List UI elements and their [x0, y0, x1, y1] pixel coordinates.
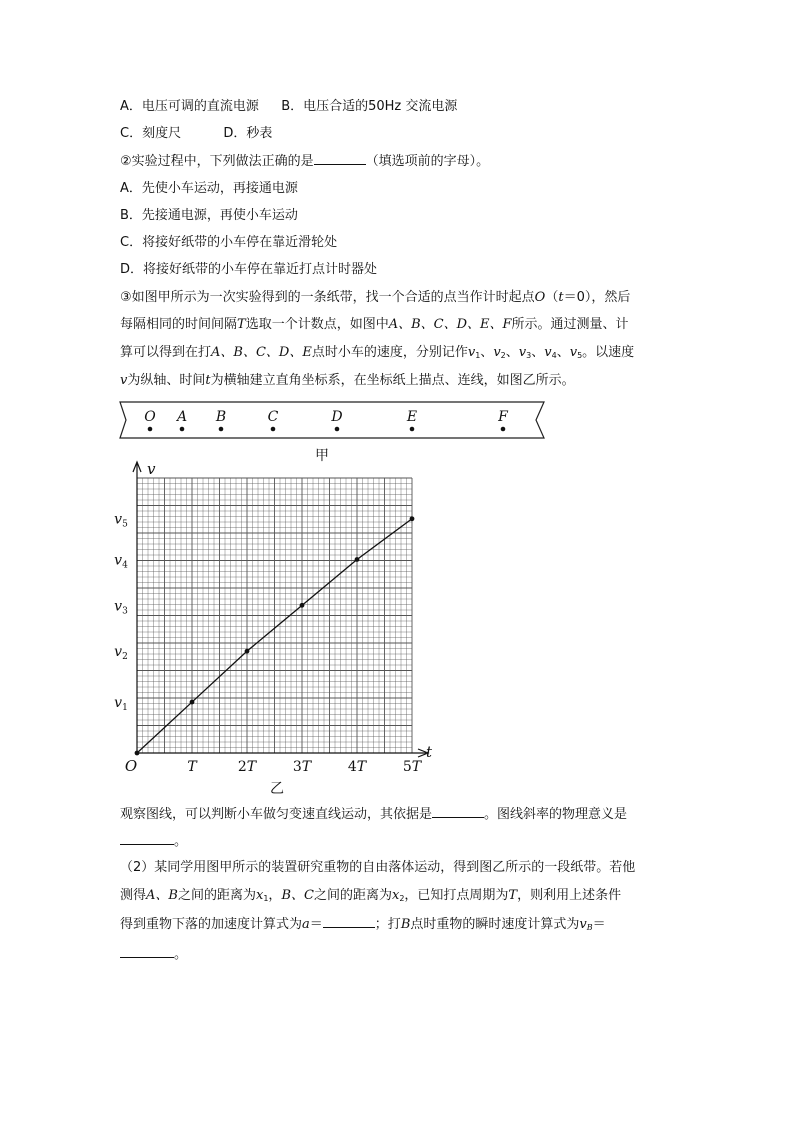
y-tick-label: $v_1$: [114, 695, 128, 714]
x-tick-label: 5T: [402, 759, 422, 775]
tape-label-f: F: [498, 409, 508, 425]
q4-line1: （2）某同学用图甲所示的装置研究重物的自由落体运动，得到图乙所示的一段纸带。若他: [120, 860, 636, 875]
data-point: [245, 649, 250, 654]
q2-stem: ②实验过程中，下列做法正确的是 （填选项前的字母）。: [120, 154, 490, 169]
data-point: [135, 751, 140, 756]
q2-option-a: A．先使小车运动，再接通电源: [120, 181, 298, 196]
vt-graph: [112, 458, 442, 798]
tape-label-e: E: [406, 409, 418, 425]
y-tick-label: $v_2$: [114, 644, 128, 663]
tape-dot: [219, 427, 224, 432]
option-c: C．刻度尺: [120, 126, 182, 141]
option-b: B．电压合适的50Hz 交流电源: [281, 99, 458, 114]
origin-label: O: [124, 757, 138, 775]
q3-line2: 每隔相同的时间间隔T选取一个计数点，如图中A、B、C、D、E、F所示。通过测量、计: [120, 317, 629, 332]
tape-dot: [410, 427, 415, 432]
answer-blank: [323, 915, 375, 928]
q3-line1: ③如图甲所示为一次实验得到的一条纸带，找一个合适的点当作计时起点O（t＝0），然后: [120, 290, 631, 305]
tape-label-c: C: [267, 409, 279, 425]
tape-dot: [180, 427, 185, 432]
tape-dot: [501, 427, 506, 432]
x-tick-label: T: [187, 759, 197, 775]
x-axis-label: t: [426, 743, 433, 761]
tape-dot: [148, 427, 153, 432]
x-tick-label: 4T: [347, 759, 367, 775]
tape-dot: [335, 427, 340, 432]
x-tick-label: 3T: [292, 759, 312, 775]
y-tick-label: $v_5$: [114, 511, 128, 530]
data-point: [190, 700, 195, 705]
answer-blank: [314, 152, 366, 165]
figure-caption-jia: 甲: [315, 448, 329, 464]
q3-line3: 算可以得到在打A、B、C、D、E点时小车的速度，分别记作$v_1$、$v_2$、$v_3$、$v_4$、$v_5$。以速度: [120, 345, 635, 360]
option-a: A．电压可调的直流电源: [120, 99, 259, 114]
option-d: D．秒表: [223, 126, 273, 141]
x-tick-label: 2T: [237, 759, 257, 775]
q2-option-b: B．先接通电源，再使小车运动: [120, 208, 298, 223]
q2-option-d: D．将接好纸带的小车停在靠近打点计时器处: [120, 262, 378, 277]
y-axis-label: v: [147, 460, 156, 478]
q1-options-row1: [120, 98, 457, 116]
data-point: [410, 516, 415, 521]
tape-label-a: A: [176, 409, 188, 425]
q4-line4: 。: [120, 945, 187, 964]
q2-option-c: C．将接好纸带的小车停在靠近滑轮处: [120, 235, 338, 250]
y-tick-label: $v_3$: [114, 598, 128, 617]
data-point: [300, 603, 305, 608]
answer-blank: [120, 945, 174, 958]
y-tick-label: $v_4$: [114, 552, 128, 571]
q4-line3: 得到重物下落的加速度计算式为a＝ ；打B点时重物的瞬时速度计算式为$v_B=$: [120, 917, 606, 932]
figure-caption-yi: 乙: [270, 781, 284, 797]
answer-blank: [432, 805, 484, 818]
q3-line4: v为纵轴、时间t为横轴建立直角坐标系，在坐标纸上描点、连线，如图乙所示。: [120, 373, 575, 388]
data-point: [355, 557, 360, 562]
answer-blank: [120, 832, 174, 845]
tape-label-o: O: [144, 409, 156, 425]
tape-dot: [271, 427, 276, 432]
after-line1: 观察图线，可以判断小车做匀变速直线运动，其依据是 。图线斜率的物理意义是: [120, 807, 628, 822]
tape-label-b: B: [215, 409, 227, 425]
after-line2: 。: [120, 832, 187, 851]
tape-label-d: D: [331, 409, 343, 425]
q1-options-row2: [120, 125, 272, 143]
q4-line2: 测得A、B之间的距离为$x_1$，B、C之间的距离为$x_2$，已知打点周期为T，则利用上述条件: [120, 888, 622, 903]
